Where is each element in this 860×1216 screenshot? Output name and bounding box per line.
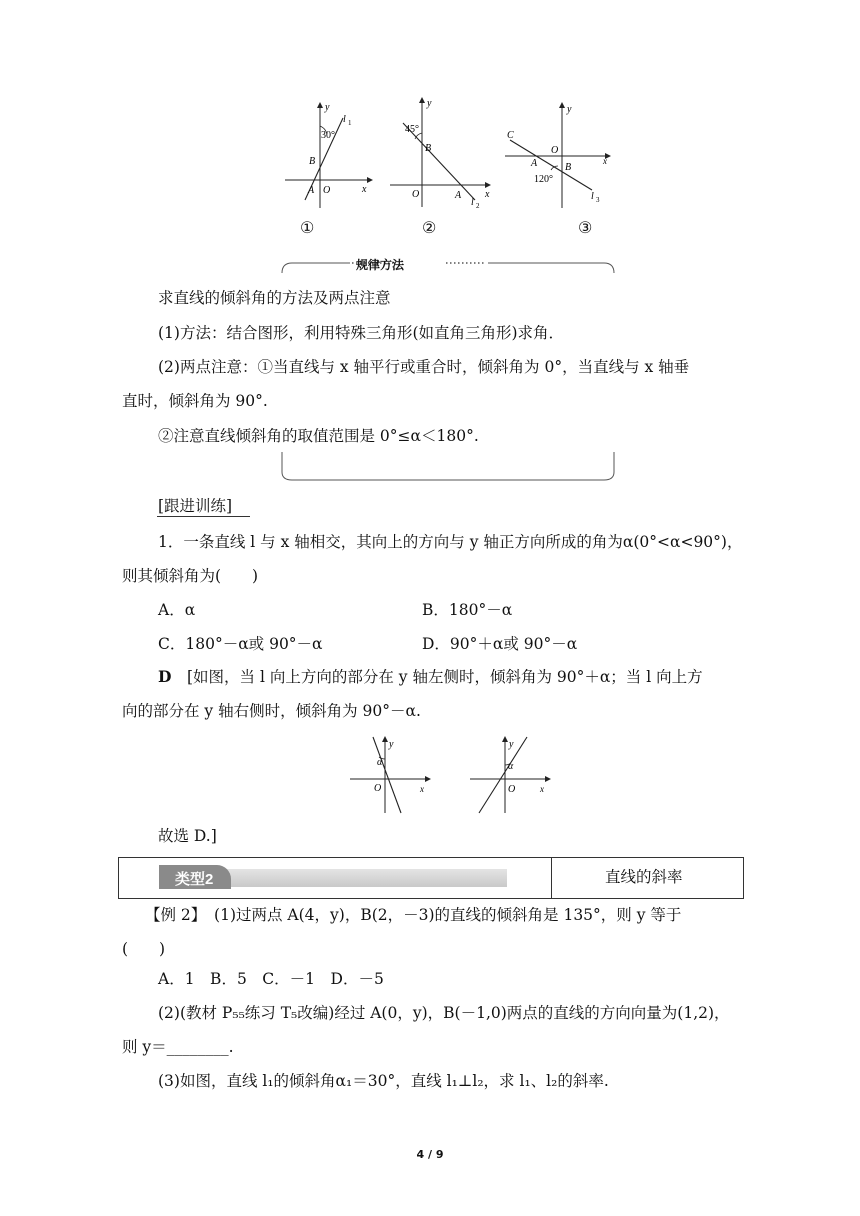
figure-1-caption: ① [300, 218, 315, 237]
point-a-label: A [308, 185, 315, 196]
point-a-label: A [455, 190, 462, 201]
method-paragraph-1: (1)方法：结合图形，利用特殊三角形(如直角三角形)求角． [158, 324, 565, 342]
origin-label: O [412, 189, 420, 200]
angle-label: 120° [534, 174, 553, 185]
option-d: D．90°＋α或 90°－α [422, 635, 578, 653]
figure-3-caption: ③ [578, 218, 593, 237]
origin-label: O [323, 185, 331, 196]
point-b-label: B [565, 162, 572, 173]
x-axis-label: x [540, 784, 544, 794]
y-axis-label: y [567, 104, 572, 115]
method-paragraph-3: ②注意直线倾斜角的取值范围是 0°≤α＜180°. [158, 427, 479, 445]
line-subscript: 2 [476, 202, 480, 210]
x-axis-label: x [603, 156, 607, 166]
figure-2-caption: ② [422, 218, 437, 237]
example-2-line-1: 【例 2】 (1)过两点 A(4，y)，B(2，－3)的直线的倾斜角是 135°，则 y 等于 [145, 906, 682, 924]
method-heading: 求直线的倾斜角的方法及两点注意 [158, 289, 391, 307]
angle-label: 45° [405, 124, 419, 135]
option-a: A．α [158, 601, 196, 619]
page-number: 4 / 9 [416, 1148, 444, 1161]
question-1-line-1: 1．一条直线 l 与 x 轴相交，其向上的方向与 y 轴正方向所成的角为α(0°<α<90°)， [158, 533, 743, 551]
y-axis-label: y [509, 739, 514, 750]
point-b-label: B [309, 156, 316, 167]
practice-title: [跟进训练] [158, 497, 233, 515]
y-axis-label: y [427, 98, 432, 109]
line-subscript: 3 [596, 196, 600, 204]
line-label: l [591, 191, 594, 202]
angle-label: 30° [321, 130, 335, 141]
example-2-line-2: ( ) [122, 940, 166, 958]
origin-label: O [551, 145, 559, 156]
answer-text-1: [如图，当 l 向上方向的部分在 y 轴左侧时，倾斜角为 90°＋α；当 l 向上方 [186, 668, 703, 686]
alpha-label: α [377, 757, 383, 768]
figure-3 [500, 100, 620, 210]
answer-line-1 [158, 667, 703, 687]
type-title: 直线的斜率 [605, 868, 683, 886]
type-bar [118, 857, 744, 899]
type-tag-label: 类型2 [175, 871, 214, 888]
figure-1 [275, 100, 375, 210]
example-2-part-2-line-1: (2)(教材 P₅₅练习 T₅改编)经过 A(0，y)，B(－1,0)两点的直线的方向向量为(1,2)， [158, 1004, 730, 1022]
figure-2 [385, 95, 500, 210]
option-c: C．180°－α或 90°－α [158, 635, 323, 653]
answer-letter: D [158, 667, 172, 686]
option-b: B．180°－α [422, 601, 513, 619]
answer-line-2: 向的部分在 y 轴右侧时，倾斜角为 90°－α. [122, 702, 421, 720]
y-axis-label: y [325, 102, 330, 113]
method-paragraph-2a: (2)两点注意：①当直线与 x 轴平行或重合时，倾斜角为 0°，当直线与 x 轴垂 [158, 358, 690, 376]
x-axis-label: x [362, 184, 367, 195]
point-b-label: B [425, 143, 432, 154]
example-2-part-2-line-2: 则 y＝________. [122, 1038, 234, 1056]
answer-figure-right [465, 735, 555, 815]
question-1-line-2: 则其倾斜角为( ) [122, 567, 259, 585]
point-c-label: C [507, 130, 514, 141]
origin-label: O [374, 783, 382, 794]
line-label: l [471, 197, 474, 208]
practice-title-underline [157, 516, 250, 517]
method-paragraph-2b: 直时，倾斜角为 90°. [122, 392, 268, 410]
point-a-label: A [531, 158, 538, 169]
answer-conclusion: 故选 D.] [158, 827, 217, 845]
method-box-bottom-border [278, 450, 618, 484]
alpha-label: α [508, 761, 514, 772]
line-label: l [343, 114, 346, 125]
type-bar-divider [551, 858, 552, 898]
answer-figure-left [345, 735, 435, 815]
x-axis-label: x [485, 189, 490, 200]
y-axis-label: y [389, 739, 394, 750]
x-axis-label: x [420, 784, 424, 794]
method-box-top-border [278, 253, 618, 275]
origin-label: O [508, 784, 516, 795]
method-box-title: 规律方法 [356, 258, 405, 272]
example-2-part-3: (3)如图，直线 l₁的倾斜角α₁＝30°，直线 l₁⊥l₂，求 l₁、l₂的斜率. [158, 1072, 609, 1090]
example-2-options: A．1 B．5 C．－1 D．－5 [158, 970, 384, 988]
line-subscript: 1 [348, 119, 352, 127]
